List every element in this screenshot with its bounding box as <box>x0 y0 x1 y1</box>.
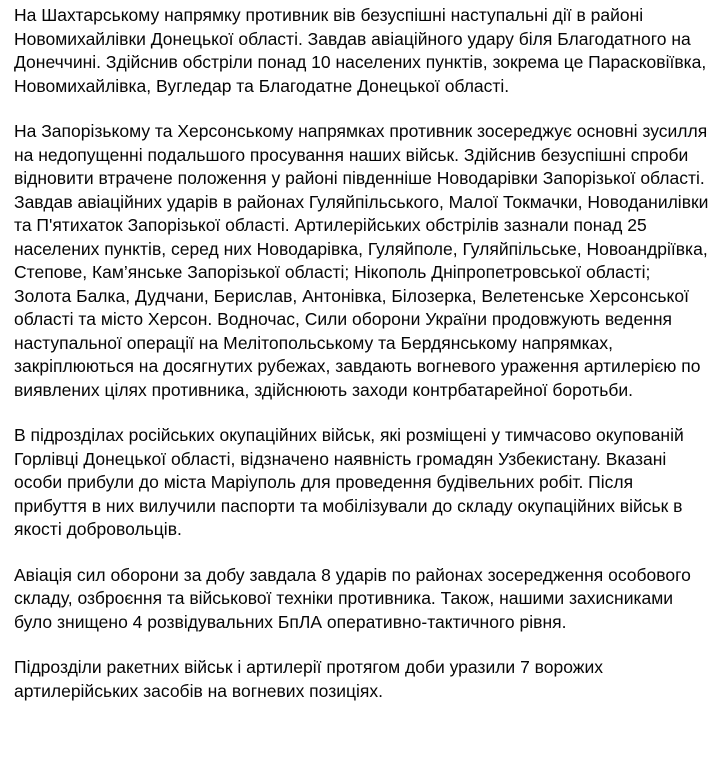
post-paragraph-shakhtarsk-direction: На Шахтарському напрямку противник вів безуспішні наступальні дії в районі Новомихайлівки Донецької області. Завдав авіаційного удару біля Благодатного на Донеччині. Здійснив обстріли понад 10 населених пунктів, зокрема це Парасковіївка, Новомихайлівка, Вугледар та Благодатне Донецької області. <box>14 5 707 96</box>
post-paragraph-defense-aviation-strikes: Авіація сил оборони за добу завдала 8 ударів по районах зосередження особового складу, озброєння та військової техніки противника. Також, нашими захисниками було знищено 4 розвідувальних БпЛА оперативно-тактичного рівня. <box>14 564 691 632</box>
post-paragraph-zaporizhzhia-kherson-directions: На Запорізькому та Херсонському напрямках противник зосереджує основні зусилля на недопущенні подальшого просування наших військ. Здійснив безуспішні спроби відновити втрачене положення у районі південніше Новодарівки Запорізької області. Завдав авіаційних ударів в районах Гуляйпільського, Малої Токмачки, Новоданилівки та П'ятихаток Запорізької області. Артилерійських обстрілів зазнали понад 25 населених пунктів, серед них Новодарівка, Гуляйполе, Гуляйпільське, Новоандріївка, Степове, Кам’янське Запорізької області; Нікополь Дніпропетровської області; Золота Балка, Дудчани, Берислав, Антонівка, Білозерка, Велетенське Херсонської області та місто Херсон. Водночас, Сили оборони України продовжують ведення наступальної операції на Мелітопольському та Бердянському напрямках, закріплюються на досягнутих рубежах, завдають вогневого ураження артилерією по виявлених цілях противника, здійснюють заходи контрбатарейної боротьби. <box>14 121 709 400</box>
post-paragraph-occupation-troops-horlivka: В підрозділах російських окупаційних військ, які розміщені у тимчасово окупованій Горлівці Донецької області, відзначено наявність громадян Узбекистану. Вказані особи прибули до міста Маріуполь для проведення будівельних робіт. Після прибуття в них вилучили паспорти та мобілізували до складу окупаційних військ в якості добровольців. <box>14 425 684 539</box>
post-paragraph-missile-artillery-units: Підрозділи ракетних військ і артилерії протягом доби уразили 7 ворожих артилерійських засобів на вогневих позиціях. <box>14 657 604 701</box>
